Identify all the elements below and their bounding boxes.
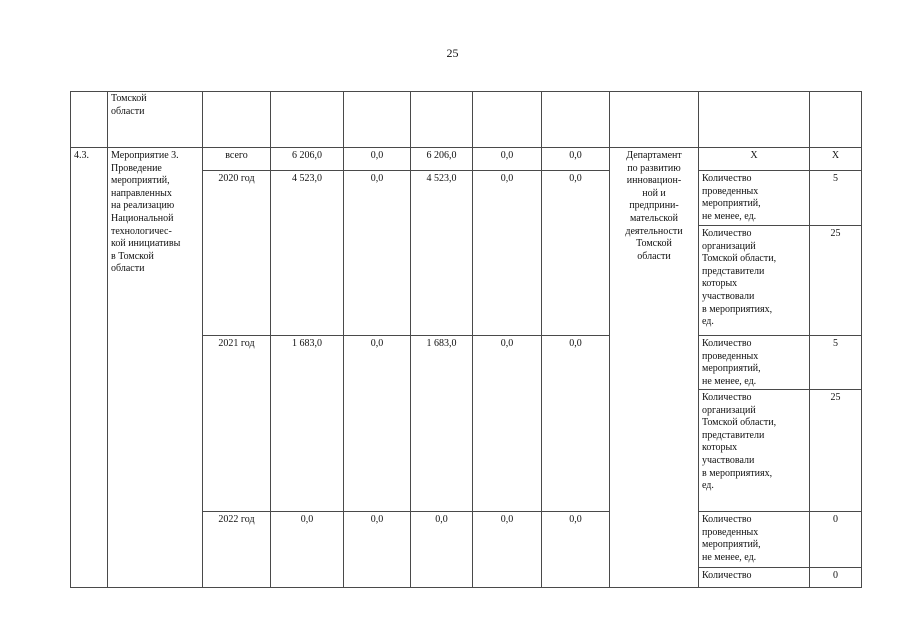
table-rule bbox=[270, 91, 271, 588]
amount-cell: 0,0 bbox=[569, 338, 582, 349]
amount-cell: 0,0 bbox=[370, 173, 384, 184]
indicator-name-cell: Количество организаций Томской области, представители которых участвовали в мероприятиях, ед. bbox=[702, 392, 777, 492]
amount-cell: 0,0 bbox=[569, 150, 582, 161]
indicator-name-cell: Количество bbox=[702, 570, 752, 581]
indicator-name-cell: Количество проведенных мероприятий, не менее, ед. bbox=[702, 173, 761, 222]
period-label-cell: 2022 год bbox=[218, 514, 255, 525]
table-rule bbox=[70, 587, 862, 588]
item-number-cell: 4.3. bbox=[74, 150, 89, 161]
amount-cell: 6 206,0 bbox=[426, 150, 457, 161]
table-rule bbox=[202, 511, 610, 512]
table-rule bbox=[698, 389, 862, 390]
indicator-value-cell: 25 bbox=[830, 392, 841, 403]
table-rule bbox=[202, 170, 610, 171]
amount-cell: 6 206,0 bbox=[292, 150, 322, 161]
table-rule bbox=[698, 567, 862, 568]
amount-cell: 1 683,0 bbox=[292, 338, 322, 349]
period-label-cell: всего bbox=[225, 150, 248, 161]
indicator-value-cell: 0 bbox=[833, 570, 838, 581]
amount-cell: 0,0 bbox=[569, 514, 582, 525]
table-rule bbox=[343, 91, 344, 588]
amount-cell: 0,0 bbox=[370, 338, 384, 349]
table-rule bbox=[609, 91, 610, 588]
executor-cell: Департамент по развитию инновацион- ной и предприни- мательской деятельности Томской области bbox=[625, 150, 683, 262]
indicator-name-cell: Количество организаций Томской области, представители которых участвовали в мероприятиях, ед. bbox=[702, 228, 777, 328]
amount-cell: 0,0 bbox=[500, 173, 514, 184]
amount-cell: 0,0 bbox=[500, 338, 514, 349]
table-rule bbox=[698, 335, 862, 336]
period-label-cell: 2021 год bbox=[218, 338, 255, 349]
amount-cell: 0,0 bbox=[370, 514, 384, 525]
indicator-value-cell: 5 bbox=[833, 173, 838, 184]
period-label-cell: 2020 год bbox=[218, 173, 255, 184]
table-rule bbox=[472, 91, 473, 588]
table-rule bbox=[202, 335, 610, 336]
table-rule bbox=[861, 91, 862, 588]
amount-cell: 4 523,0 bbox=[292, 173, 322, 184]
amount-cell: 0,0 bbox=[300, 514, 314, 525]
table-rule bbox=[202, 91, 203, 588]
page-number: 25 bbox=[446, 46, 459, 60]
indicator-value-cell: 25 bbox=[830, 228, 841, 239]
amount-cell: 4 523,0 bbox=[426, 173, 457, 184]
amount-cell: 1 683,0 bbox=[426, 338, 457, 349]
indicator-value-cell: 0 bbox=[833, 514, 838, 525]
indicator-name-cell: Количество проведенных мероприятий, не менее, ед. bbox=[702, 338, 761, 387]
table-rule bbox=[698, 170, 862, 171]
amount-cell: 0,0 bbox=[500, 150, 514, 161]
table-rule bbox=[698, 91, 699, 588]
prev-row-name-cell: Томской области bbox=[111, 93, 147, 117]
amount-cell: 0,0 bbox=[435, 514, 448, 525]
indicator-name-cell: Х bbox=[750, 150, 758, 161]
indicator-value-cell: Х bbox=[831, 150, 840, 161]
table-rule bbox=[698, 511, 862, 512]
table-rule bbox=[107, 91, 108, 588]
table-rule bbox=[70, 147, 862, 148]
amount-cell: 0,0 bbox=[370, 150, 384, 161]
amount-cell: 0,0 bbox=[569, 173, 582, 184]
table-rule bbox=[541, 91, 542, 588]
table-rule bbox=[809, 91, 810, 588]
amount-cell: 0,0 bbox=[500, 514, 514, 525]
table-rule bbox=[410, 91, 411, 588]
indicator-name-cell: Количество проведенных мероприятий, не менее, ед. bbox=[702, 514, 761, 563]
table-rule bbox=[70, 91, 862, 92]
table-rule bbox=[70, 91, 71, 588]
item-name-cell: Мероприятие 3. Проведение мероприятий, направленных на реализацию Национальной технологичес- кой инициативы в Томской области bbox=[111, 150, 181, 275]
table-rule bbox=[698, 225, 862, 226]
indicator-value-cell: 5 bbox=[833, 338, 838, 349]
